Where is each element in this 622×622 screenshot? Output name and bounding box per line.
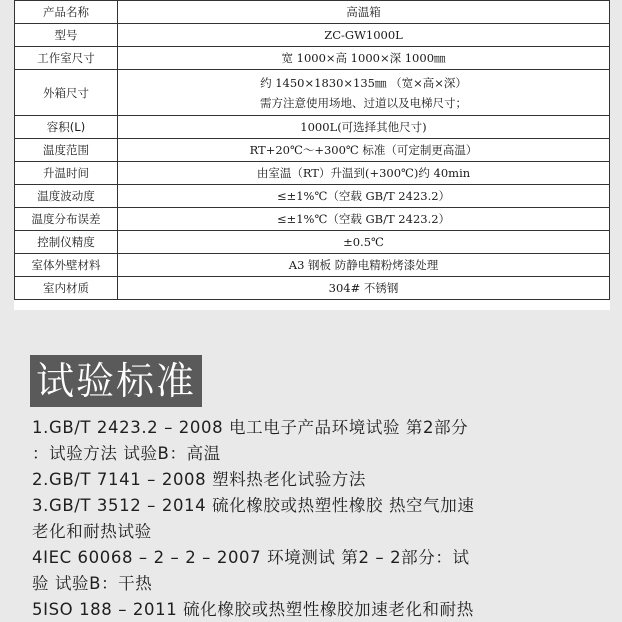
spec-table [14, 0, 610, 300]
row-label: 型号 [15, 24, 118, 47]
row-value-line: 约 1450×1830×135㎜ （宽×高×深） [260, 75, 467, 90]
row-label: 温度范围 [15, 139, 118, 162]
standards-line: 3.GB/T 3512 – 2014 硫化橡胶或热塑性橡胶 热空气加速 [32, 496, 475, 515]
row-label: 室体外壁材料 [15, 254, 118, 277]
standards-line: 1.GB/T 2423.2 – 2008 电工电子产品环境试验 第2部分 [32, 418, 469, 437]
row-label: 外箱尺寸 [15, 70, 118, 116]
row-value: ±0.5℃ [118, 231, 610, 254]
row-value: ≤±1%℃（空载 GB/T 2423.2） [118, 185, 610, 208]
standards-line: 5ISO 188 – 2011 硫化橡胶或热塑性橡胶加速老化和耐热 [32, 600, 474, 619]
row-label: 室内材质 [15, 277, 118, 300]
row-label: 工作室尺寸 [15, 47, 118, 70]
standards-line: 老化和耐热试验 [32, 522, 152, 541]
table-row [15, 277, 610, 300]
row-value: ZC-GW1000L [118, 24, 610, 47]
table-row [15, 185, 610, 208]
row-value [118, 70, 610, 116]
table-row [15, 1, 610, 24]
table-row [15, 70, 610, 116]
row-label: 升温时间 [15, 162, 118, 185]
row-label: 容积(L) [15, 116, 118, 139]
spec-sheet [14, 0, 610, 310]
row-label: 温度波动度 [15, 185, 118, 208]
table-row [15, 231, 610, 254]
row-value: 高温箱 [118, 1, 610, 24]
row-value: A3 钢板 防静电精粉烤漆处理 [118, 254, 610, 277]
row-label: 温度分布误差 [15, 208, 118, 231]
table-row [15, 254, 610, 277]
row-value: 由室温（RT）升温到(+300℃)约 40min [118, 162, 610, 185]
standards-line: 验 试验B：干热 [32, 574, 153, 593]
table-row [15, 24, 610, 47]
row-value: ≤±1%℃（空载 GB/T 2423.2） [118, 208, 610, 231]
row-value: RT+20℃～+300℃ 标准（可定制更高温） [118, 139, 610, 162]
row-value: 1000L(可选择其他尺寸) [118, 116, 610, 139]
standards-section [0, 310, 622, 622]
table-row [15, 208, 610, 231]
table-row [15, 162, 610, 185]
standards-line: ：试验方法 试验B：高温 [32, 444, 221, 463]
table-row [15, 47, 610, 70]
standards-title: 试验标准 [30, 355, 202, 407]
standards-line: 2.GB/T 7141 – 2008 塑料热老化试验方法 [32, 470, 366, 489]
standards-list [32, 415, 612, 622]
standards-line: 4IEC 60068 – 2 – 2 – 2007 环境测试 第2 – 2部分：试 [32, 548, 470, 567]
table-row [15, 139, 610, 162]
row-value: 宽 1000×高 1000×深 1000㎜ [118, 47, 610, 70]
row-value-line: 需方注意使用场地、过道以及电梯尺寸； [260, 95, 467, 110]
row-label: 控制仪精度 [15, 231, 118, 254]
row-value: 304# 不锈钢 [118, 277, 610, 300]
row-label: 产品名称 [15, 1, 118, 24]
table-row [15, 116, 610, 139]
